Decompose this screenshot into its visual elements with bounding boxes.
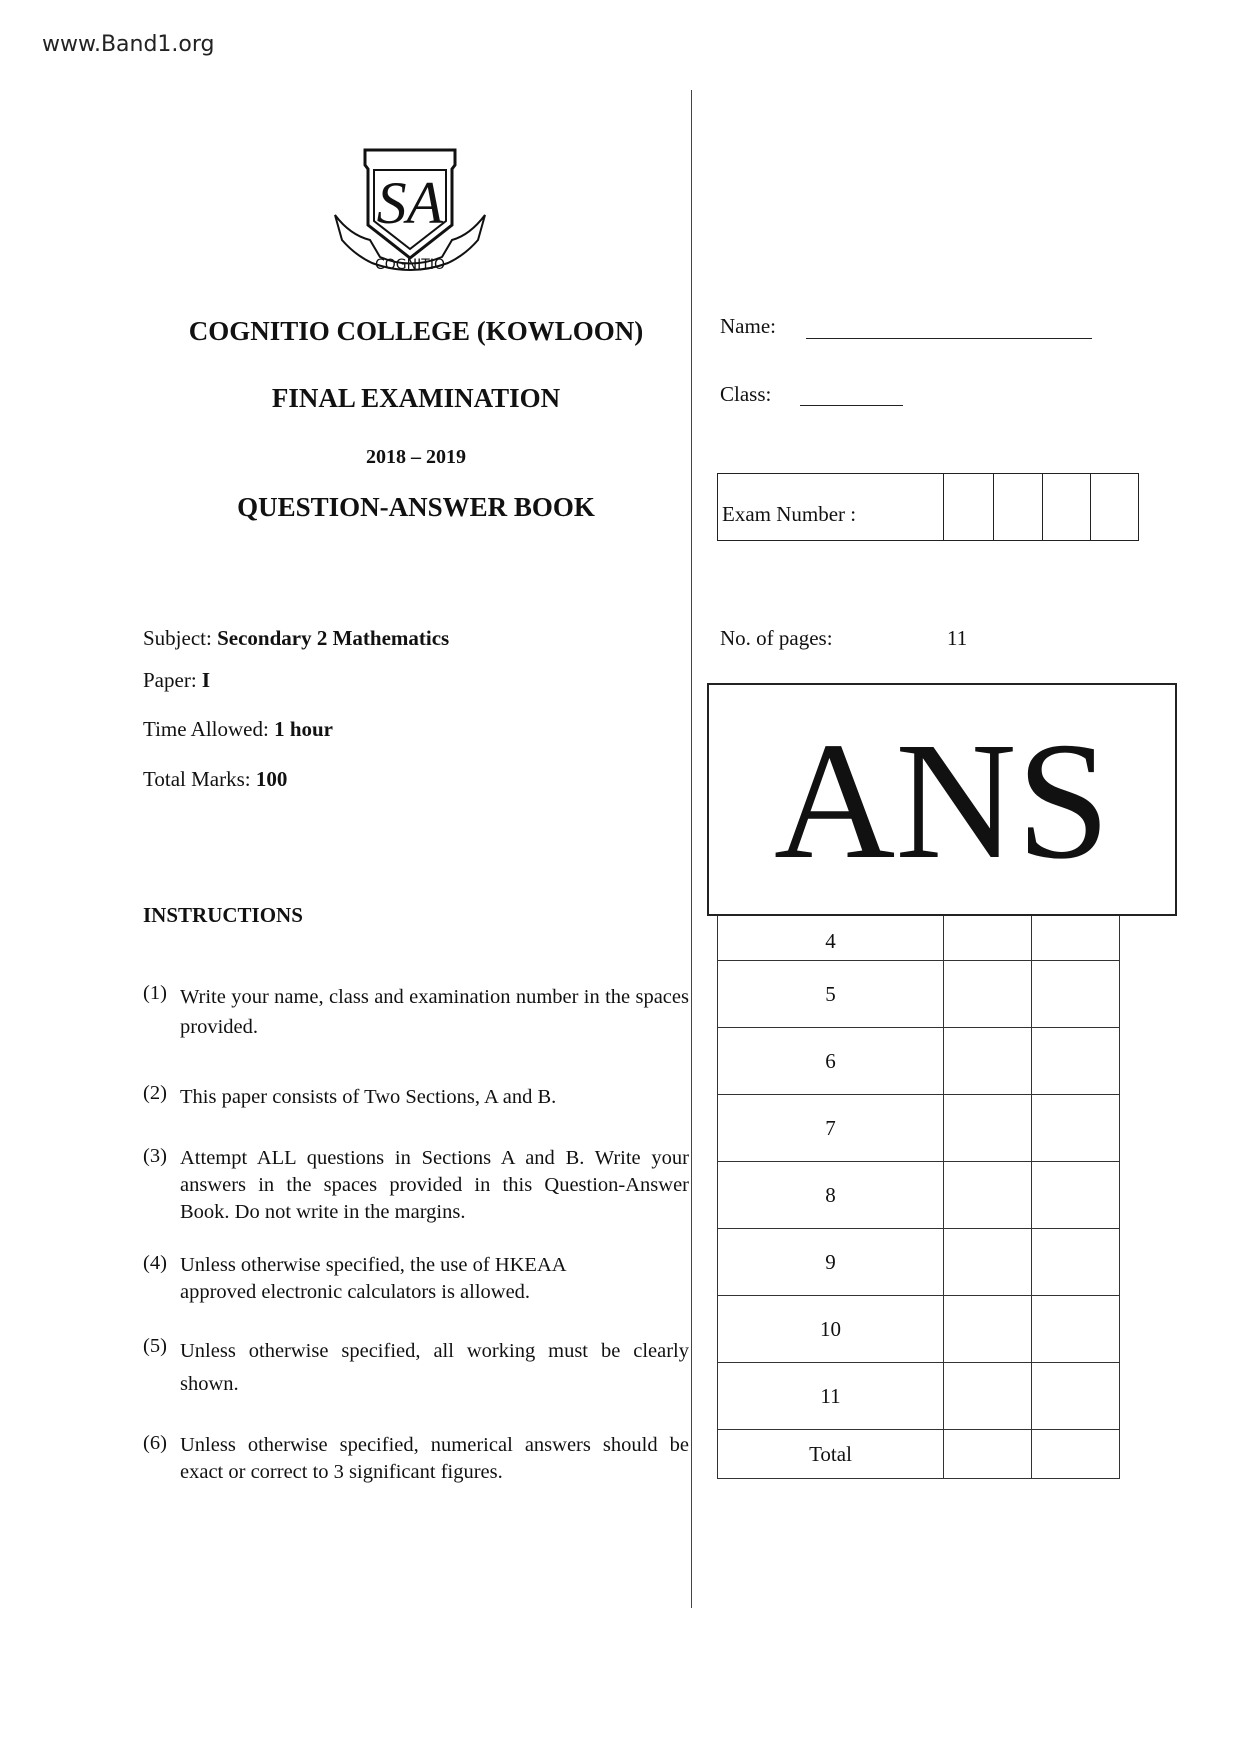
instruction-number: (2) (143, 1082, 167, 1104)
marks-cell[interactable] (944, 1028, 1032, 1095)
question-number: 10 (718, 1296, 944, 1363)
book-title: QUESTION-ANSWER BOOK (237, 492, 595, 522)
marks-cell[interactable] (1032, 1296, 1120, 1363)
subject-line (143, 626, 449, 651)
exam-number-box (717, 473, 1139, 541)
time-label: Time Allowed: (143, 717, 275, 741)
paper-line (143, 668, 210, 693)
marks-table (717, 893, 1120, 1479)
instruction-number: (6) (143, 1432, 167, 1454)
instruction-text: This paper consists of Two Sections, A and B. (180, 1086, 557, 1108)
question-number: 11 (718, 1363, 944, 1430)
marks-cell[interactable] (944, 961, 1032, 1028)
svg-text:SA: SA (376, 170, 444, 236)
marks-cell[interactable] (944, 1162, 1032, 1229)
marks-cell[interactable] (1032, 1229, 1120, 1296)
subject-label: Subject: (143, 626, 218, 650)
paper-value: I (201, 668, 211, 692)
marks-cell[interactable] (1032, 961, 1120, 1028)
time-line (143, 717, 333, 742)
watermark-url: www.Band1.org (42, 32, 215, 57)
marks-cell[interactable] (1032, 1363, 1120, 1430)
instruction-number: (4) (143, 1252, 167, 1274)
pages-value: 11 (947, 626, 968, 650)
instruction-text: Unless otherwise specified, all working must be clearly shown. (180, 1340, 689, 1395)
marks-table-row (718, 1095, 1120, 1162)
exam-number-digit[interactable] (1090, 474, 1091, 540)
instruction-text: Write your name, class and examination number in the spaces provided. (180, 986, 689, 1038)
exam-number-label: Exam Number : (722, 502, 857, 526)
exam-number-digit[interactable] (943, 474, 944, 540)
question-number: 4 (718, 894, 944, 961)
page-divider (691, 90, 692, 1608)
marks-line (143, 767, 287, 792)
marks-table-row (718, 1229, 1120, 1296)
marks-cell[interactable] (944, 1296, 1032, 1363)
name-label: Name: (720, 314, 776, 338)
marks-table-row (718, 1363, 1120, 1430)
question-number: Total (718, 1430, 944, 1479)
school-logo (330, 145, 490, 285)
instruction-text: Unless otherwise specified, numerical answers should be exact or correct to 3 significant figures. (180, 1434, 689, 1483)
instruction-text: Unless otherwise specified, the use of HKEAA approved electronic calculators is allowed. (180, 1254, 566, 1303)
exam-number-digit[interactable] (993, 474, 994, 540)
subject-value: Secondary 2 Mathematics (217, 626, 450, 650)
question-number: 5 (718, 961, 944, 1028)
logo-ribbon-text: COGNITIO (375, 257, 445, 273)
marks-label: Total Marks: (143, 767, 256, 791)
marks-table-row (718, 1296, 1120, 1363)
marks-table-row (718, 1162, 1120, 1229)
pages-label: No. of pages: (720, 626, 833, 650)
question-number: 6 (718, 1028, 944, 1095)
paper-label: Paper: (143, 668, 202, 692)
marks-cell[interactable] (1032, 1028, 1120, 1095)
time-value: 1 hour (274, 717, 334, 741)
marks-cell[interactable] (944, 1229, 1032, 1296)
exam-year: 2018 – 2019 (366, 446, 466, 468)
question-number: 9 (718, 1229, 944, 1296)
question-number: 7 (718, 1095, 944, 1162)
marks-cell[interactable] (1032, 1430, 1120, 1479)
marks-table-row (718, 961, 1120, 1028)
instruction-number: (5) (143, 1335, 167, 1357)
name-input-line[interactable] (806, 338, 1092, 339)
instruction-number: (1) (143, 982, 167, 1004)
marks-value: 100 (255, 767, 288, 791)
instructions-title: INSTRUCTIONS (143, 903, 303, 927)
marks-table-row (718, 1430, 1120, 1479)
class-label: Class: (720, 382, 772, 406)
instruction-text: Attempt ALL questions in Sections A and B. Write your answers in the spaces provided in this Question-Answer Book. Do not write in the margins. (180, 1147, 689, 1223)
instruction-number: (3) (143, 1145, 167, 1167)
exam-title: FINAL EXAMINATION (271, 383, 561, 413)
marks-cell[interactable] (1032, 1095, 1120, 1162)
marks-cell[interactable] (1032, 1162, 1120, 1229)
exam-number-digit[interactable] (1042, 474, 1043, 540)
marks-table-row (718, 1028, 1120, 1095)
question-number: 8 (718, 1162, 944, 1229)
marks-cell[interactable] (944, 1363, 1032, 1430)
marks-cell[interactable] (944, 1430, 1032, 1479)
class-input-line[interactable] (800, 405, 903, 406)
school-name: COGNITIO COLLEGE (KOWLOON) (188, 316, 644, 346)
marks-cell[interactable] (944, 1095, 1032, 1162)
answer-stamp: ANS (707, 683, 1177, 916)
